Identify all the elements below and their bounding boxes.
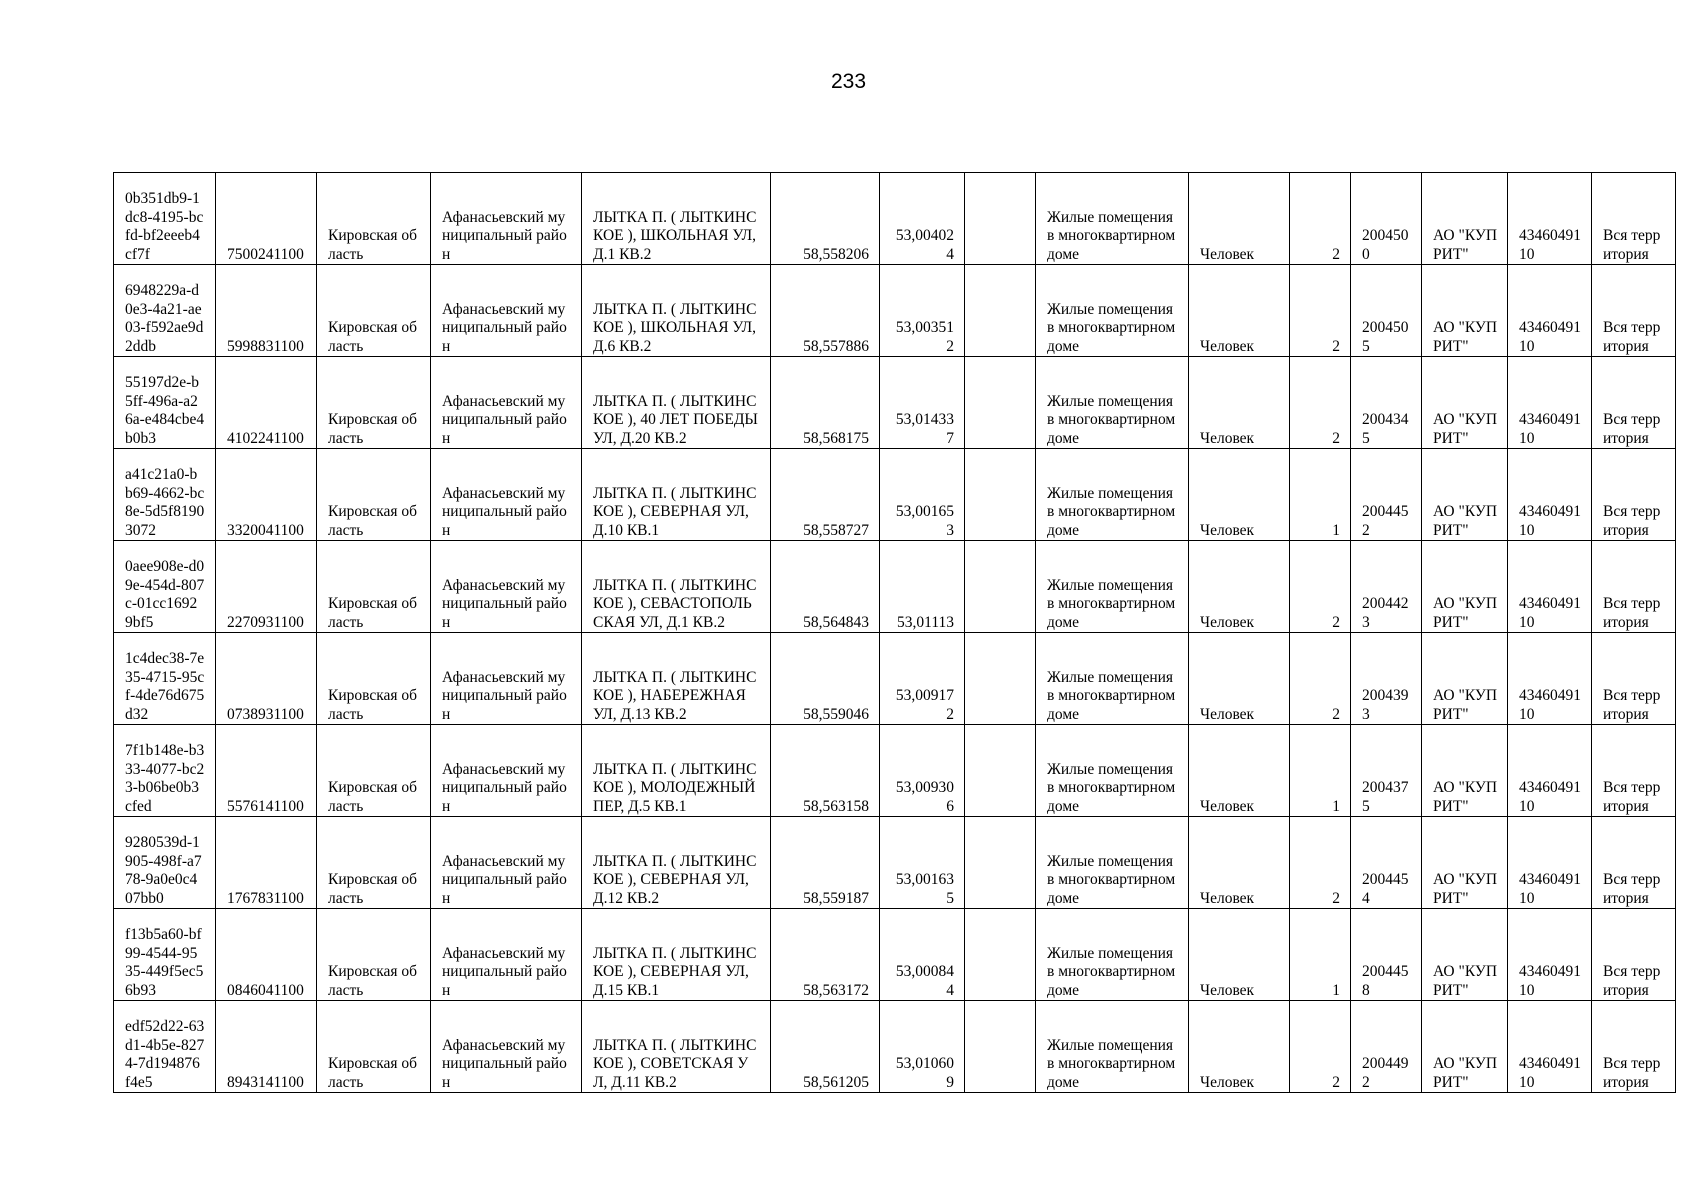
cell-region: Кировская область: [317, 1001, 431, 1093]
cell-oktmo: 2004500: [1351, 173, 1422, 265]
cell-inn: 4346049110: [1508, 817, 1592, 909]
cell-address: ЛЫТКА П. ( ЛЫТКИНСКОЕ ), СЕВЕРНАЯ УЛ, Д.15 КВ.1: [582, 909, 771, 1001]
cell-id: 7f1b148e-b333-4077-bc23-b06be0b3cfed: [114, 725, 216, 817]
cell-count: 1: [1290, 449, 1351, 541]
cell-scope: Вся территория: [1592, 1001, 1676, 1093]
cell-district: Афанасьевский муниципальный район: [431, 817, 582, 909]
cell-district: Афанасьевский муниципальный район: [431, 725, 582, 817]
cell-region: Кировская область: [317, 357, 431, 449]
cell-id: 0aee908e-d09e-454d-807c-01cc16929bf5: [114, 541, 216, 633]
cell-unit: Человек: [1189, 817, 1290, 909]
cell-id: 0b351db9-1dc8-4195-bcfd-bf2eeeb4cf7f: [114, 173, 216, 265]
cell-premises-type: Жилые помещения в многоквартирном доме: [1036, 173, 1189, 265]
cell-oktmo: 2004423: [1351, 541, 1422, 633]
cell-address: ЛЫТКА П. ( ЛЫТКИНСКОЕ ), СЕВЕРНАЯ УЛ, Д.10 КВ.1: [582, 449, 771, 541]
cell-region: Кировская область: [317, 265, 431, 357]
cell-district: Афанасьевский муниципальный район: [431, 173, 582, 265]
cell-unit: Человек: [1189, 357, 1290, 449]
cell-count: 1: [1290, 909, 1351, 1001]
cell-longitude: 53,000844: [880, 909, 965, 1001]
cell-empty: [965, 541, 1036, 633]
cell-premises-type: Жилые помещения в многоквартирном доме: [1036, 541, 1189, 633]
cell-unit: Человек: [1189, 265, 1290, 357]
cell-organization: АО "КУПРИТ": [1422, 541, 1508, 633]
cell-region: Кировская область: [317, 633, 431, 725]
table-row: [114, 633, 1676, 725]
cell-code: 3320041100: [216, 449, 317, 541]
cell-district: Афанасьевский муниципальный район: [431, 265, 582, 357]
cell-longitude: 53,009306: [880, 725, 965, 817]
cell-code: 5998831100: [216, 265, 317, 357]
cell-address: ЛЫТКА П. ( ЛЫТКИНСКОЕ ), СЕВАСТОПОЛЬСКАЯ УЛ, Д.1 КВ.2: [582, 541, 771, 633]
cell-inn: 4346049110: [1508, 541, 1592, 633]
cell-inn: 4346049110: [1508, 633, 1592, 725]
cell-scope: Вся территория: [1592, 173, 1676, 265]
table-row: [114, 541, 1676, 633]
cell-oktmo: 2004375: [1351, 725, 1422, 817]
cell-scope: Вся территория: [1592, 449, 1676, 541]
cell-oktmo: 2004505: [1351, 265, 1422, 357]
cell-premises-type: Жилые помещения в многоквартирном доме: [1036, 265, 1189, 357]
data-table: [113, 172, 1676, 1093]
cell-count: 2: [1290, 541, 1351, 633]
cell-empty: [965, 725, 1036, 817]
cell-oktmo: 2004393: [1351, 633, 1422, 725]
cell-id: 55197d2e-b5ff-496a-a26a-e484cbe4b0b3: [114, 357, 216, 449]
cell-oktmo: 2004345: [1351, 357, 1422, 449]
cell-region: Кировская область: [317, 909, 431, 1001]
cell-id: 1c4dec38-7e35-4715-95cf-4de76d675d32: [114, 633, 216, 725]
cell-code: 0738931100: [216, 633, 317, 725]
cell-oktmo: 2004492: [1351, 1001, 1422, 1093]
cell-inn: 4346049110: [1508, 357, 1592, 449]
cell-oktmo: 2004452: [1351, 449, 1422, 541]
cell-organization: АО "КУПРИТ": [1422, 817, 1508, 909]
cell-district: Афанасьевский муниципальный район: [431, 633, 582, 725]
cell-unit: Человек: [1189, 449, 1290, 541]
cell-id: 9280539d-1905-498f-a778-9a0e0c407bb0: [114, 817, 216, 909]
cell-latitude: 58,558206: [771, 173, 880, 265]
cell-empty: [965, 1001, 1036, 1093]
cell-inn: 4346049110: [1508, 449, 1592, 541]
cell-region: Кировская область: [317, 449, 431, 541]
cell-organization: АО "КУПРИТ": [1422, 909, 1508, 1001]
cell-inn: 4346049110: [1508, 173, 1592, 265]
cell-latitude: 58,563158: [771, 725, 880, 817]
cell-region: Кировская область: [317, 817, 431, 909]
cell-empty: [965, 357, 1036, 449]
cell-count: 2: [1290, 357, 1351, 449]
cell-premises-type: Жилые помещения в многоквартирном доме: [1036, 725, 1189, 817]
cell-address: ЛЫТКА П. ( ЛЫТКИНСКОЕ ), СЕВЕРНАЯ УЛ, Д.12 КВ.2: [582, 817, 771, 909]
cell-organization: АО "КУПРИТ": [1422, 173, 1508, 265]
cell-premises-type: Жилые помещения в многоквартирном доме: [1036, 817, 1189, 909]
cell-unit: Человек: [1189, 173, 1290, 265]
cell-latitude: 58,563172: [771, 909, 880, 1001]
cell-id: f13b5a60-bf99-4544-9535-449f5ec56b93: [114, 909, 216, 1001]
cell-latitude: 58,558727: [771, 449, 880, 541]
cell-district: Афанасьевский муниципальный район: [431, 909, 582, 1001]
cell-latitude: 58,568175: [771, 357, 880, 449]
cell-id: edf52d22-63d1-4b5e-8274-7d194876f4e5: [114, 1001, 216, 1093]
cell-oktmo: 2004454: [1351, 817, 1422, 909]
cell-longitude: 53,004024: [880, 173, 965, 265]
cell-oktmo: 2004458: [1351, 909, 1422, 1001]
cell-organization: АО "КУПРИТ": [1422, 725, 1508, 817]
cell-scope: Вся территория: [1592, 541, 1676, 633]
cell-longitude: 53,009172: [880, 633, 965, 725]
cell-code: 0846041100: [216, 909, 317, 1001]
page-number: 233: [830, 70, 867, 93]
cell-longitude: 53,010609: [880, 1001, 965, 1093]
cell-longitude: 53,01113: [880, 541, 965, 633]
cell-premises-type: Жилые помещения в многоквартирном доме: [1036, 909, 1189, 1001]
cell-code: 1767831100: [216, 817, 317, 909]
cell-organization: АО "КУПРИТ": [1422, 265, 1508, 357]
cell-code: 4102241100: [216, 357, 317, 449]
table-row: [114, 357, 1676, 449]
cell-empty: [965, 173, 1036, 265]
cell-scope: Вся территория: [1592, 633, 1676, 725]
cell-longitude: 53,001653: [880, 449, 965, 541]
cell-longitude: 53,003512: [880, 265, 965, 357]
cell-inn: 4346049110: [1508, 909, 1592, 1001]
table-row: [114, 173, 1676, 265]
cell-empty: [965, 817, 1036, 909]
cell-longitude: 53,014337: [880, 357, 965, 449]
cell-organization: АО "КУПРИТ": [1422, 633, 1508, 725]
cell-district: Афанасьевский муниципальный район: [431, 541, 582, 633]
cell-district: Афанасьевский муниципальный район: [431, 1001, 582, 1093]
cell-latitude: 58,557886: [771, 265, 880, 357]
table-row: [114, 265, 1676, 357]
cell-organization: АО "КУПРИТ": [1422, 1001, 1508, 1093]
cell-inn: 4346049110: [1508, 265, 1592, 357]
cell-latitude: 58,561205: [771, 1001, 880, 1093]
table-row: [114, 1001, 1676, 1093]
cell-address: ЛЫТКА П. ( ЛЫТКИНСКОЕ ), МОЛОДЕЖНЫЙ ПЕР, Д.5 КВ.1: [582, 725, 771, 817]
cell-address: ЛЫТКА П. ( ЛЫТКИНСКОЕ ), ШКОЛЬНАЯ УЛ, Д.1 КВ.2: [582, 173, 771, 265]
cell-region: Кировская область: [317, 173, 431, 265]
table-body: [114, 173, 1676, 1093]
cell-region: Кировская область: [317, 541, 431, 633]
cell-latitude: 58,559046: [771, 633, 880, 725]
cell-address: ЛЫТКА П. ( ЛЫТКИНСКОЕ ), СОВЕТСКАЯ УЛ, Д.11 КВ.2: [582, 1001, 771, 1093]
table-row: [114, 725, 1676, 817]
cell-count: 2: [1290, 265, 1351, 357]
cell-code: 5576141100: [216, 725, 317, 817]
cell-unit: Человек: [1189, 1001, 1290, 1093]
cell-unit: Человек: [1189, 725, 1290, 817]
cell-empty: [965, 909, 1036, 1001]
cell-id: a41c21a0-bb69-4662-bc8e-5d5f81903072: [114, 449, 216, 541]
cell-organization: АО "КУПРИТ": [1422, 357, 1508, 449]
cell-longitude: 53,001635: [880, 817, 965, 909]
cell-latitude: 58,564843: [771, 541, 880, 633]
cell-address: ЛЫТКА П. ( ЛЫТКИНСКОЕ ), 40 ЛЕТ ПОБЕДЫ УЛ, Д.20 КВ.2: [582, 357, 771, 449]
cell-empty: [965, 265, 1036, 357]
cell-empty: [965, 633, 1036, 725]
cell-premises-type: Жилые помещения в многоквартирном доме: [1036, 633, 1189, 725]
cell-count: 2: [1290, 173, 1351, 265]
cell-scope: Вся территория: [1592, 725, 1676, 817]
cell-id: 6948229a-d0e3-4a21-ae03-f592ae9d2ddb: [114, 265, 216, 357]
cell-count: 2: [1290, 633, 1351, 725]
cell-count: 2: [1290, 1001, 1351, 1093]
cell-code: 7500241100: [216, 173, 317, 265]
cell-region: Кировская область: [317, 725, 431, 817]
table-row: [114, 449, 1676, 541]
cell-code: 8943141100: [216, 1001, 317, 1093]
cell-premises-type: Жилые помещения в многоквартирном доме: [1036, 449, 1189, 541]
cell-district: Афанасьевский муниципальный район: [431, 449, 582, 541]
cell-scope: Вся территория: [1592, 909, 1676, 1001]
cell-unit: Человек: [1189, 541, 1290, 633]
cell-premises-type: Жилые помещения в многоквартирном доме: [1036, 1001, 1189, 1093]
table-row: [114, 909, 1676, 1001]
table-row: [114, 817, 1676, 909]
cell-premises-type: Жилые помещения в многоквартирном доме: [1036, 357, 1189, 449]
cell-unit: Человек: [1189, 909, 1290, 1001]
cell-address: ЛЫТКА П. ( ЛЫТКИНСКОЕ ), ШКОЛЬНАЯ УЛ, Д.6 КВ.2: [582, 265, 771, 357]
cell-inn: 4346049110: [1508, 725, 1592, 817]
cell-scope: Вся территория: [1592, 357, 1676, 449]
cell-empty: [965, 449, 1036, 541]
cell-count: 1: [1290, 725, 1351, 817]
cell-address: ЛЫТКА П. ( ЛЫТКИНСКОЕ ), НАБЕРЕЖНАЯ УЛ, Д.13 КВ.2: [582, 633, 771, 725]
cell-inn: 4346049110: [1508, 1001, 1592, 1093]
cell-unit: Человек: [1189, 633, 1290, 725]
cell-organization: АО "КУПРИТ": [1422, 449, 1508, 541]
cell-latitude: 58,559187: [771, 817, 880, 909]
cell-district: Афанасьевский муниципальный район: [431, 357, 582, 449]
cell-scope: Вся территория: [1592, 817, 1676, 909]
cell-count: 2: [1290, 817, 1351, 909]
cell-scope: Вся территория: [1592, 265, 1676, 357]
cell-code: 2270931100: [216, 541, 317, 633]
